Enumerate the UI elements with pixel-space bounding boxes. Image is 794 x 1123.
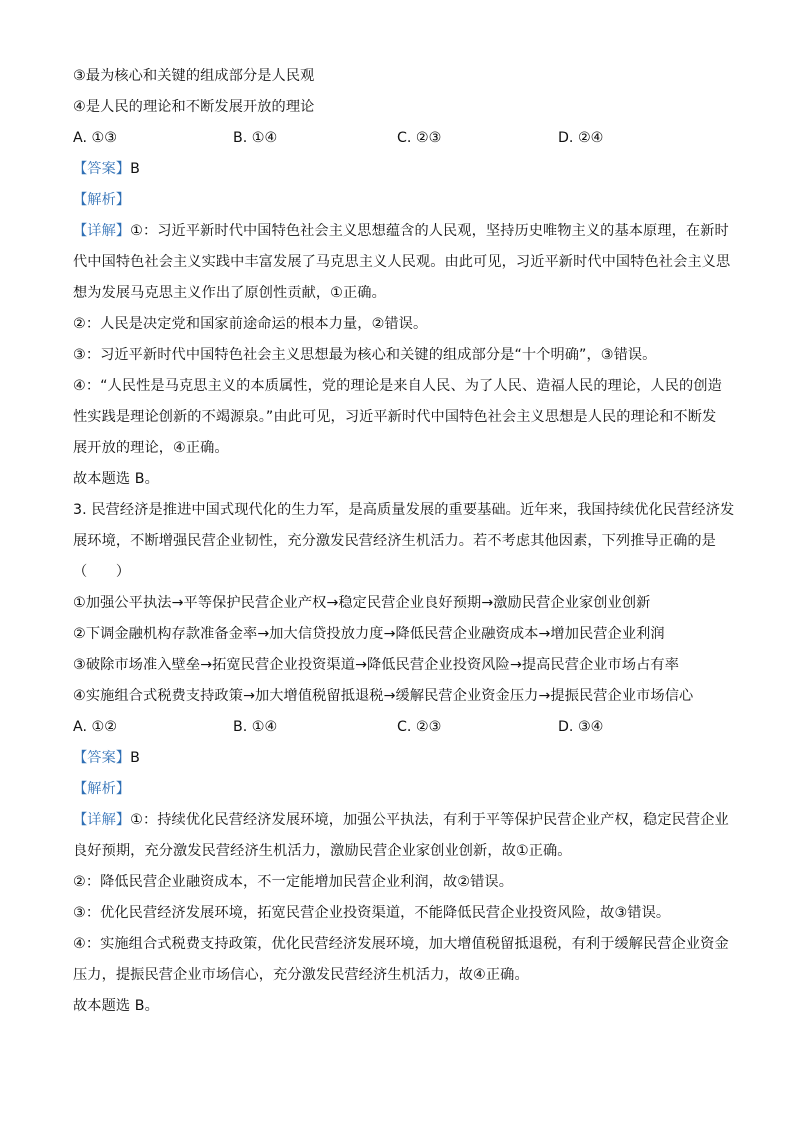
statement-4: ④是人民的理论和不断发展开放的理论 (73, 99, 315, 115)
detail-tag: 【详解】 (73, 223, 131, 239)
detail-text: ①：习近平新时代中国特色社会主义思想蕴含的人民观，坚持历史唯物主义的基本原理，在新时 (130, 223, 729, 239)
option-c: C. ②③ (397, 719, 442, 735)
q3-stem-line: 3. 民营经济是推进中国式现代化的生力军，是高质量发展的重要基础。近年来，我国持续优化民营经济发 (73, 502, 735, 518)
q3-analysis-heading (73, 779, 130, 799)
statement-3: ③最为核心和关键的组成部分是人民观 (73, 68, 315, 84)
q2-conclusion: 故本题选 B。 (73, 471, 159, 487)
answer-value: B (130, 750, 140, 766)
q2-answer (73, 159, 140, 179)
q2-analysis-heading (73, 190, 130, 210)
detail-tag: 【详解】 (73, 812, 131, 828)
analysis-tag: 【解析】 (73, 192, 131, 208)
q3-stem-blank: （ ） (73, 564, 131, 580)
option-b: B. ①④ (233, 130, 278, 146)
option-d: D. ②④ (558, 130, 604, 146)
q2-options (73, 128, 713, 148)
option-b: B. ①④ (233, 719, 278, 735)
answer-value: B (130, 161, 140, 177)
q3-detail-line (73, 810, 729, 830)
option-d: D. ③④ (558, 719, 604, 735)
q3-statement-4: ④实施组合式税费支持政策→加大增值税留抵退税→缓解民营企业资金压力→提振民营企业市场信心 (73, 688, 694, 704)
option-c: C. ②③ (397, 130, 442, 146)
q3-detail-line: ③：优化民营经济发展环境，拓宽民营企业投资渠道，不能降低民营企业投资风险，故③错误。 (73, 905, 671, 921)
q2-detail-line: ④：“人民性是马克思主义的本质属性，党的理论是来自人民、为了人民、造福人民的理论，人民的创造 (73, 378, 722, 394)
analysis-tag: 【解析】 (73, 781, 131, 797)
q3-stem-line: 展环境，不断增强民营企业韧性，充分激发民营经济生机活力。若不考虑其他因素，下列推导正确的是 (73, 533, 716, 549)
q3-statement-3: ③破除市场准入壁垒→拓宽民营企业投资渠道→降低民营企业投资风险→提高民营企业市场占有率 (73, 657, 679, 673)
q3-detail-line: 压力，提振民营企业市场信心，充分激发民营经济生机活力，故④正确。 (73, 967, 529, 983)
q3-answer (73, 748, 140, 768)
q2-detail-line: 想为发展马克思主义作出了原创性贡献，①正确。 (73, 285, 386, 301)
answer-tag: 【答案】 (73, 161, 131, 177)
q2-detail-line: ②：人民是决定党和国家前途命运的根本力量，②错误。 (73, 316, 428, 332)
q2-detail-line (73, 221, 729, 241)
answer-tag: 【答案】 (73, 750, 131, 766)
q3-detail-line: 良好预期，充分激发民营经济生机活力，激励民营企业家创业创新，故①正确。 (73, 843, 572, 859)
q3-detail-line: ④：实施组合式税费支持政策，优化民营经济发展环境，加大增值税留抵退税，有利于缓解民营企业资金 (73, 936, 729, 952)
option-a: A. ①③ (73, 130, 117, 146)
detail-text: ①：持续优化民营经济发展环境，加强公平执法，有利于平等保护民营企业产权，稳定民营企业 (130, 812, 729, 828)
q3-statement-1: ①加强公平执法→平等保护民营企业产权→稳定民营企业良好预期→激励民营企业家创业创新 (73, 595, 651, 611)
q2-detail-line: 代中国特色社会主义实践中丰富发展了马克思主义人民观。由此可见，习近平新时代中国特色社会主义思 (73, 254, 731, 270)
q3-conclusion: 故本题选 B。 (73, 998, 159, 1014)
option-a: A. ①② (73, 719, 117, 735)
q2-detail-line: 性实践是理论创新的不竭源泉。”由此可见，习近平新时代中国特色社会主义思想是人民的理论和不断发 (73, 409, 717, 425)
q3-detail-line: ②：降低民营企业融资成本，不一定能增加民营企业利润，故②错误。 (73, 874, 513, 890)
q3-options (73, 717, 713, 737)
q3-statement-2: ②下调金融机构存款准备金率→加大信贷投放力度→降低民营企业融资成本→增加民营企业利润 (73, 626, 665, 642)
q2-detail-line: ③：习近平新时代中国特色社会主义思想最为核心和关键的组成部分是“十个明确”，③错误。 (73, 347, 657, 363)
q2-detail-line: 展开放的理论，④正确。 (73, 440, 229, 456)
